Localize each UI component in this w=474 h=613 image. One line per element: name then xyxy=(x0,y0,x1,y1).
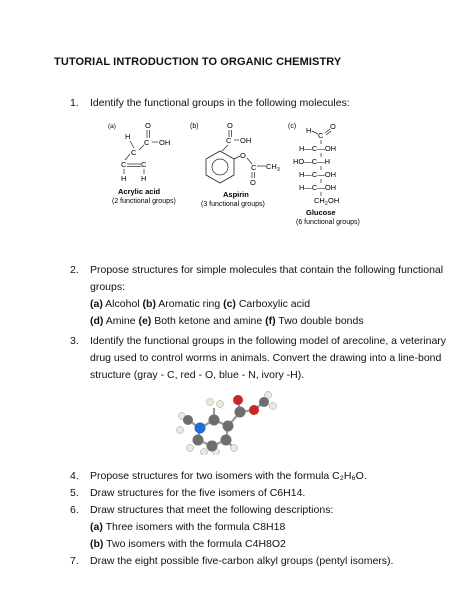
svg-text:C: C xyxy=(251,163,257,172)
question-text: Identify the functional groups in the following molecules: xyxy=(90,97,350,109)
svg-text:C: C xyxy=(144,138,150,147)
question-number: 6. xyxy=(70,504,79,516)
item-text: Two isomers with the formula C4H8O2 xyxy=(103,538,286,550)
svg-text:O: O xyxy=(240,151,246,160)
svg-text:(b): (b) xyxy=(190,123,199,130)
svg-text:O: O xyxy=(330,122,336,131)
question-text: Draw structures for the five isomers of C6H14. xyxy=(90,487,306,499)
svg-text:(a): (a) xyxy=(108,123,116,130)
page-title: TUTORIAL INTRODUCTION TO ORGANIC CHEMISTRY xyxy=(54,56,342,68)
item-tag: (b) xyxy=(90,538,104,550)
svg-text:C: C xyxy=(226,136,232,145)
question-text-line-2: drug used to control worms in animals. Convert the drawing into a line-bond xyxy=(90,352,442,364)
atom-o xyxy=(233,395,243,405)
question-number: 3. xyxy=(70,335,79,347)
svg-text:C: C xyxy=(131,148,137,157)
item-text: Alcohol xyxy=(102,298,143,310)
question-text-line-2: groups: xyxy=(90,281,126,293)
svg-text:H: H xyxy=(125,132,131,141)
svg-text:H: H xyxy=(306,126,312,135)
svg-text:Acrylic acid: Acrylic acid xyxy=(118,187,161,196)
question-6 xyxy=(70,502,334,519)
item-text: Aromatic ring xyxy=(155,298,224,310)
svg-text:CH: CH xyxy=(314,196,325,205)
svg-text:HO—C—H: HO—C—H xyxy=(293,157,331,166)
item-tag: (c) xyxy=(223,298,236,310)
svg-text:(3 functional groups): (3 functional groups) xyxy=(201,201,265,208)
svg-text:OH: OH xyxy=(159,138,171,147)
question-text: Draw structures that meet the following descriptions: xyxy=(90,504,334,516)
question-text-line-1: Propose structures for simple molecules that contain the following functional xyxy=(90,264,444,276)
svg-text:Aspirin: Aspirin xyxy=(223,190,249,199)
question-text-line-1: Identify the functional groups in the following model of arecoline, a veterinary xyxy=(90,335,447,347)
question-6-item-a xyxy=(90,519,285,536)
svg-text:(c): (c) xyxy=(288,123,297,130)
svg-text:C: C xyxy=(121,160,127,169)
acrylic-acid-structure xyxy=(108,121,176,205)
svg-text:OH: OH xyxy=(240,136,252,145)
item-tag: (a) xyxy=(90,298,103,310)
question-number: 1. xyxy=(70,97,79,109)
svg-text:OH: OH xyxy=(328,196,340,205)
question-number: 5. xyxy=(70,487,79,499)
question-text-line-3: structure (gray - C, red - O, blue - N, ivory -H). xyxy=(90,369,305,381)
question-text: Propose structures for two isomers with the formula C₂H₆O. xyxy=(90,470,367,482)
question-2-items-row-2 xyxy=(90,313,364,330)
svg-text:H: H xyxy=(121,174,127,183)
svg-text:C: C xyxy=(141,160,147,169)
item-text: Two double bonds xyxy=(275,315,364,327)
svg-text:O: O xyxy=(145,121,151,130)
item-tag: (d) xyxy=(90,315,104,327)
question-4 xyxy=(70,468,367,485)
svg-text:C: C xyxy=(318,131,324,140)
item-text: Amine xyxy=(103,315,139,327)
svg-text:H—C—OH: H—C—OH xyxy=(299,183,337,192)
svg-text:Glucose: Glucose xyxy=(306,208,336,217)
svg-text:O: O xyxy=(227,121,233,130)
question-text: Draw the eight possible five-carbon alkyl groups (pentyl isomers). xyxy=(90,555,394,567)
glucose-structure xyxy=(288,122,360,226)
question-3 xyxy=(70,333,447,350)
question-2 xyxy=(70,262,444,279)
question-7 xyxy=(70,553,394,570)
aspirin-structure xyxy=(190,121,280,208)
svg-text:H—C—OH: H—C—OH xyxy=(299,144,337,153)
question-5 xyxy=(70,485,306,502)
atom-n xyxy=(195,423,206,434)
svg-text:(2 functional groups): (2 functional groups) xyxy=(112,198,176,205)
svg-text:H—C—OH: H—C—OH xyxy=(299,170,337,179)
svg-text:2: 2 xyxy=(325,201,328,207)
question-6-item-b xyxy=(90,536,286,553)
svg-text:3: 3 xyxy=(277,167,280,173)
question-1 xyxy=(70,95,350,112)
question-2-items-row-1 xyxy=(90,296,310,313)
item-text: Three isomers with the formula C8H18 xyxy=(102,521,286,533)
question-number: 2. xyxy=(70,264,79,276)
item-tag: (f) xyxy=(265,315,276,327)
svg-text:H: H xyxy=(141,174,147,183)
question-number: 7. xyxy=(70,555,79,567)
item-text: Both ketone and amine xyxy=(151,315,266,327)
arecoline-ball-stick-model xyxy=(170,390,280,455)
svg-text:(6 functional groups): (6 functional groups) xyxy=(296,219,360,226)
functional-group-molecules-figure xyxy=(100,118,370,228)
svg-text:CH: CH xyxy=(266,162,277,171)
question-number: 4. xyxy=(70,470,79,482)
item-tag: (b) xyxy=(142,298,156,310)
svg-text:O: O xyxy=(250,178,256,187)
item-text: Carboxylic acid xyxy=(235,298,311,310)
item-tag: (e) xyxy=(138,315,152,327)
item-tag: (a) xyxy=(90,521,103,533)
